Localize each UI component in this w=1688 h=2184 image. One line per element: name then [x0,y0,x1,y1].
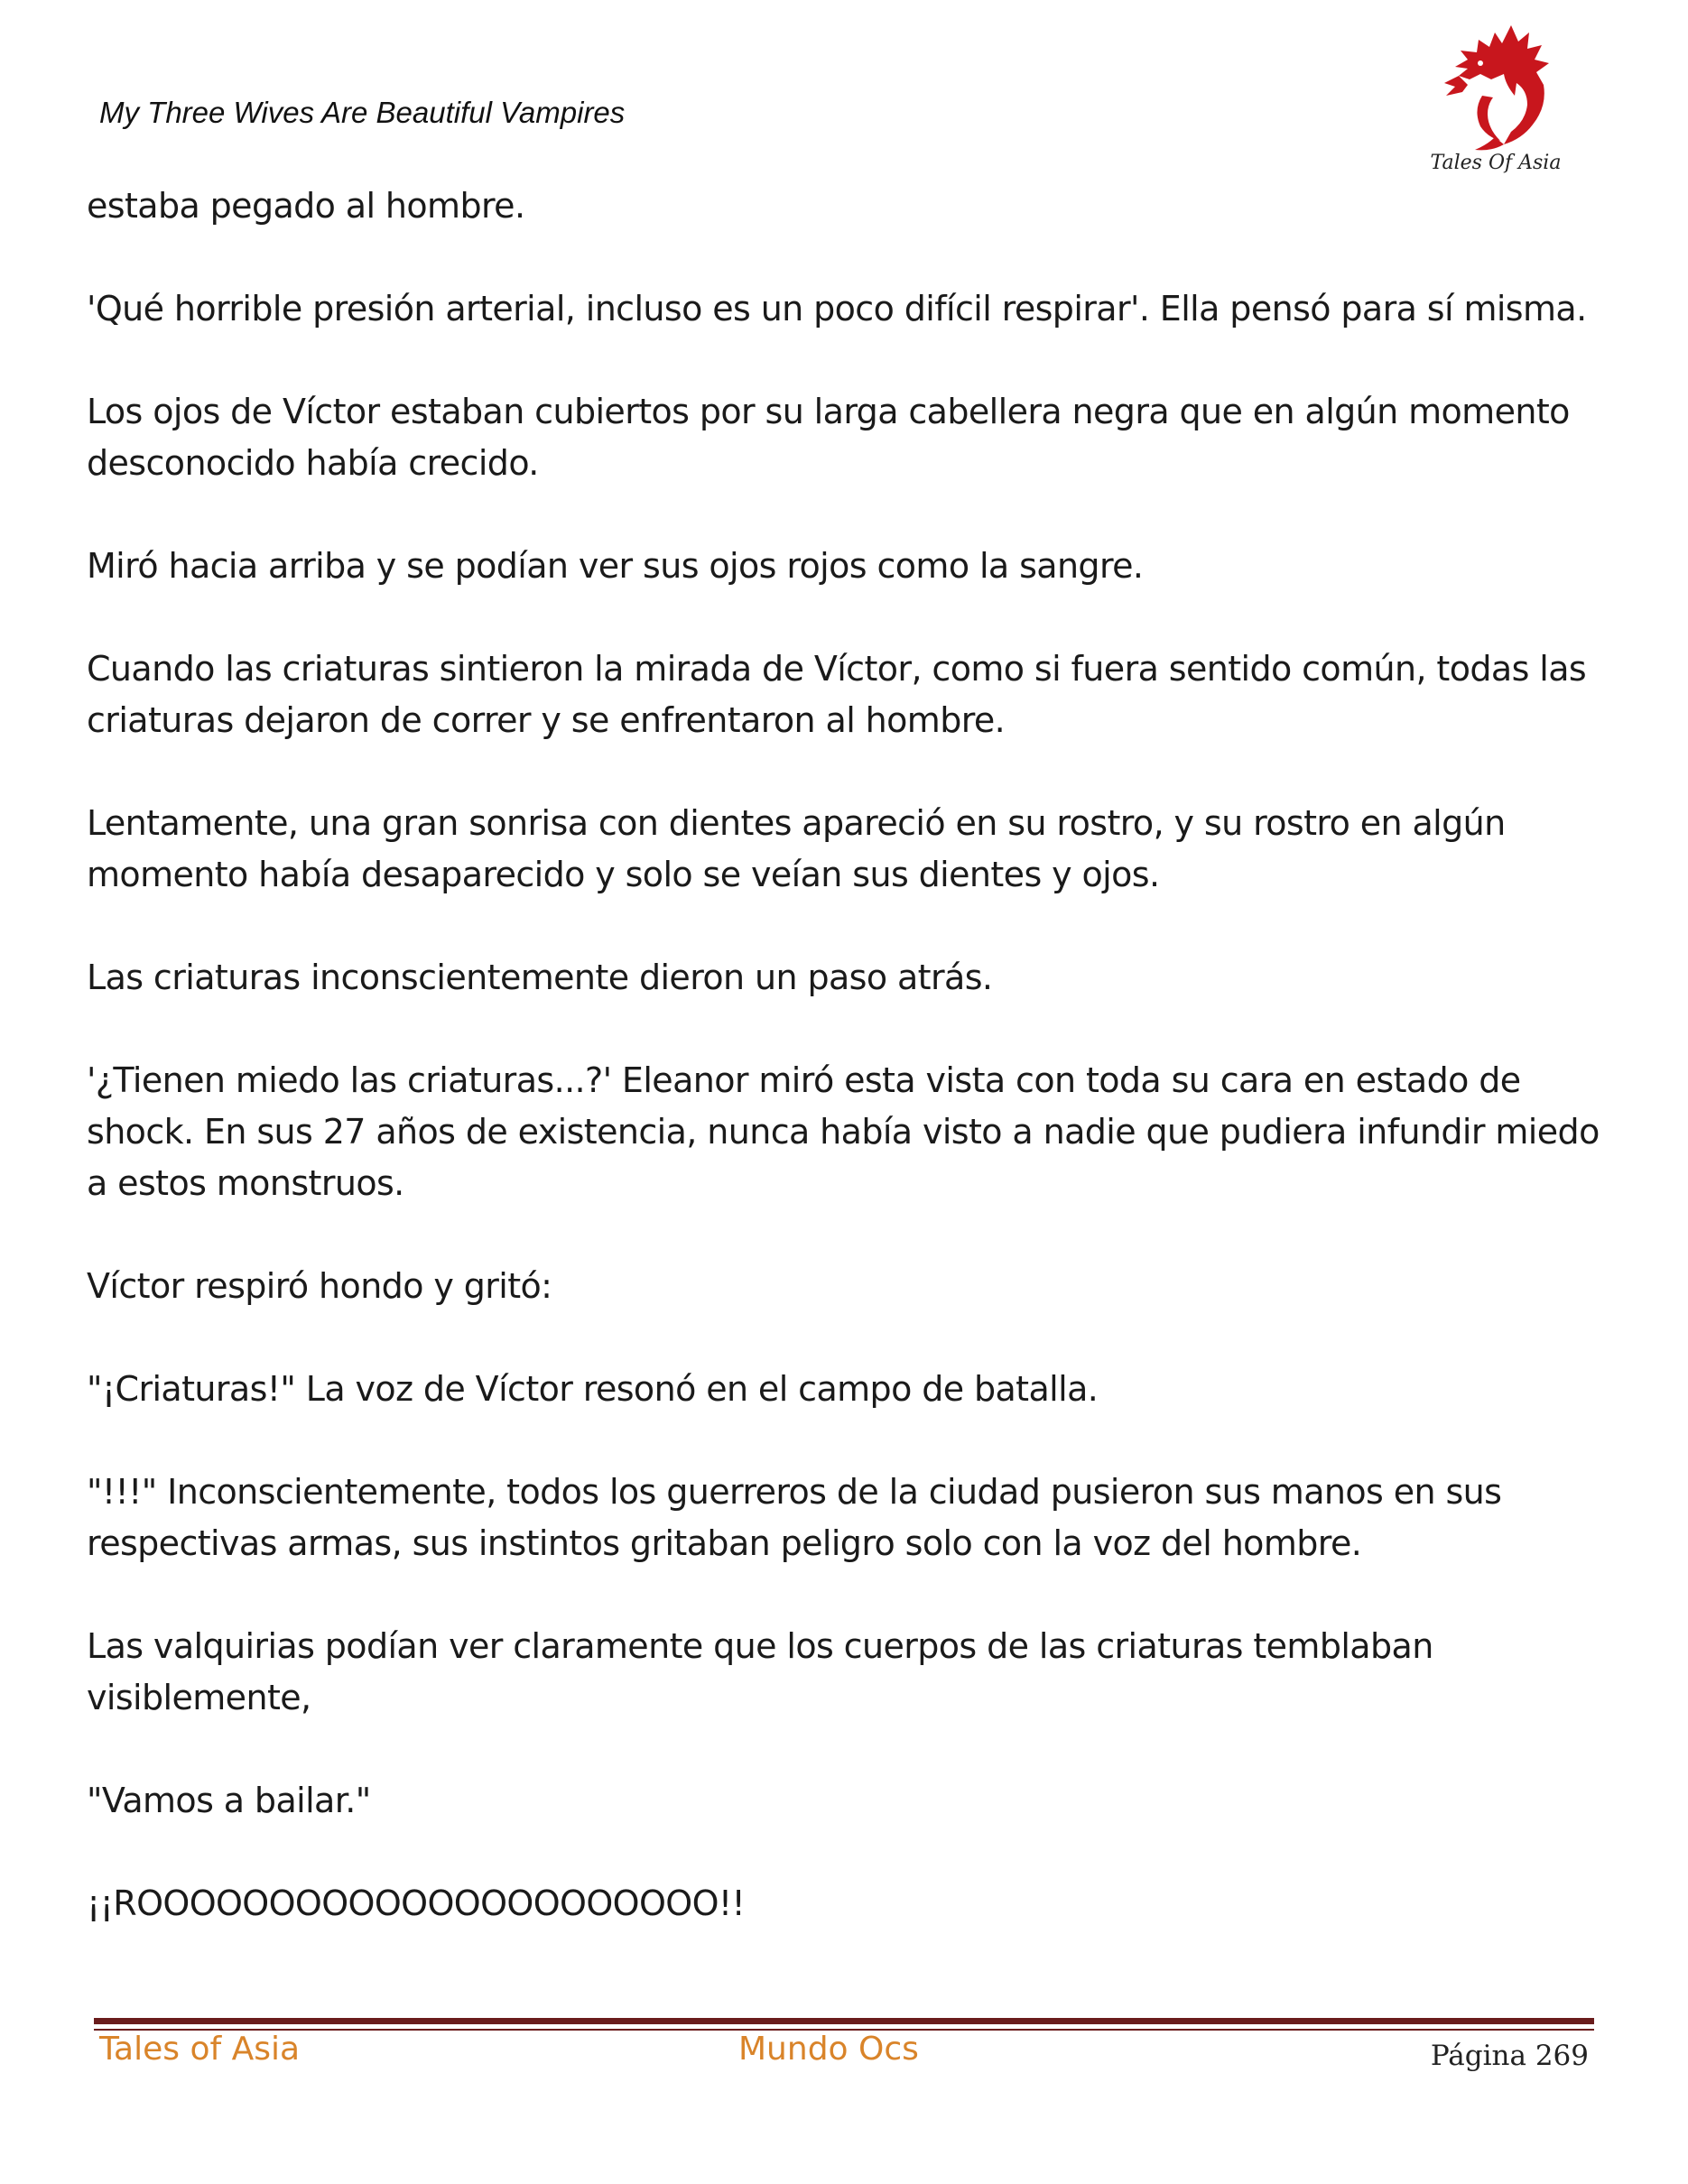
logo-text: Tales Of Asia [1430,152,1562,174]
paragraph: Las valquirias podían ver claramente que los cuerpos de las criaturas temblaban visiblemente, [87,1626,1433,1717]
paragraph: Las criaturas inconscientemente dieron un paso atrás. [87,958,993,997]
paragraph: Víctor respiró hondo y gritó: [87,1266,552,1306]
paragraph: Miró hacia arriba y se podían ver sus ojos rojos como la sangre. [87,546,1144,586]
red-dragon-icon [1428,20,1563,155]
paragraph: Los ojos de Víctor estaban cubiertos por su larga cabellera negra que en algún momento desconocido había crecido. [87,392,1570,483]
paragraph: estaba pegado al hombre. [87,186,525,226]
paragraph: 'Qué horrible presión arterial, incluso es un poco difícil respirar'. Ella pensó para sí misma. [87,289,1587,329]
paragraph: Cuando las criaturas sintieron la mirada de Víctor, como si fuera sentido común, todas las criaturas dejaron de correr y se enfrentaron al hombre. [87,649,1587,740]
paragraph: "¡Criaturas!" La voz de Víctor resonó en el campo de batalla. [87,1369,1099,1409]
paragraph: "Vamos a bailar." [87,1781,371,1820]
chapter-body [87,180,1621,1981]
footer-rule [94,2018,1594,2024]
paragraph: Lentamente, una gran sonrisa con dientes apareció en su rostro, y su rostro en algún momento había desaparecido y solo se veían sus dientes y ojos. [87,803,1506,894]
paragraph: '¿Tienen miedo las criaturas...?' Eleanor miró esta vista con toda su cara en estado de shock. En sus 27 años de existencia, nunca había visto a nadie que pudiera infundir miedo a estos monstruos. [87,1060,1600,1203]
footer-section-name: Mundo Ocs [738,2031,919,2068]
footer-site-name: Tales of Asia [99,2031,301,2068]
paragraph: ¡¡ROOOOOOOOOOOOOOOOOOOOOO!! [87,1883,746,1923]
book-title: My Three Wives Are Beautiful Vampires [99,96,626,129]
page-number: Página 269 [1430,2040,1589,2072]
tales-of-asia-logo [1428,20,1563,182]
paragraph: "!!!" Inconscientemente, todos los guerreros de la ciudad pusieron sus manos en sus respectivas armas, sus instintos gritaban peligro solo con la voz del hombre. [87,1472,1502,1563]
